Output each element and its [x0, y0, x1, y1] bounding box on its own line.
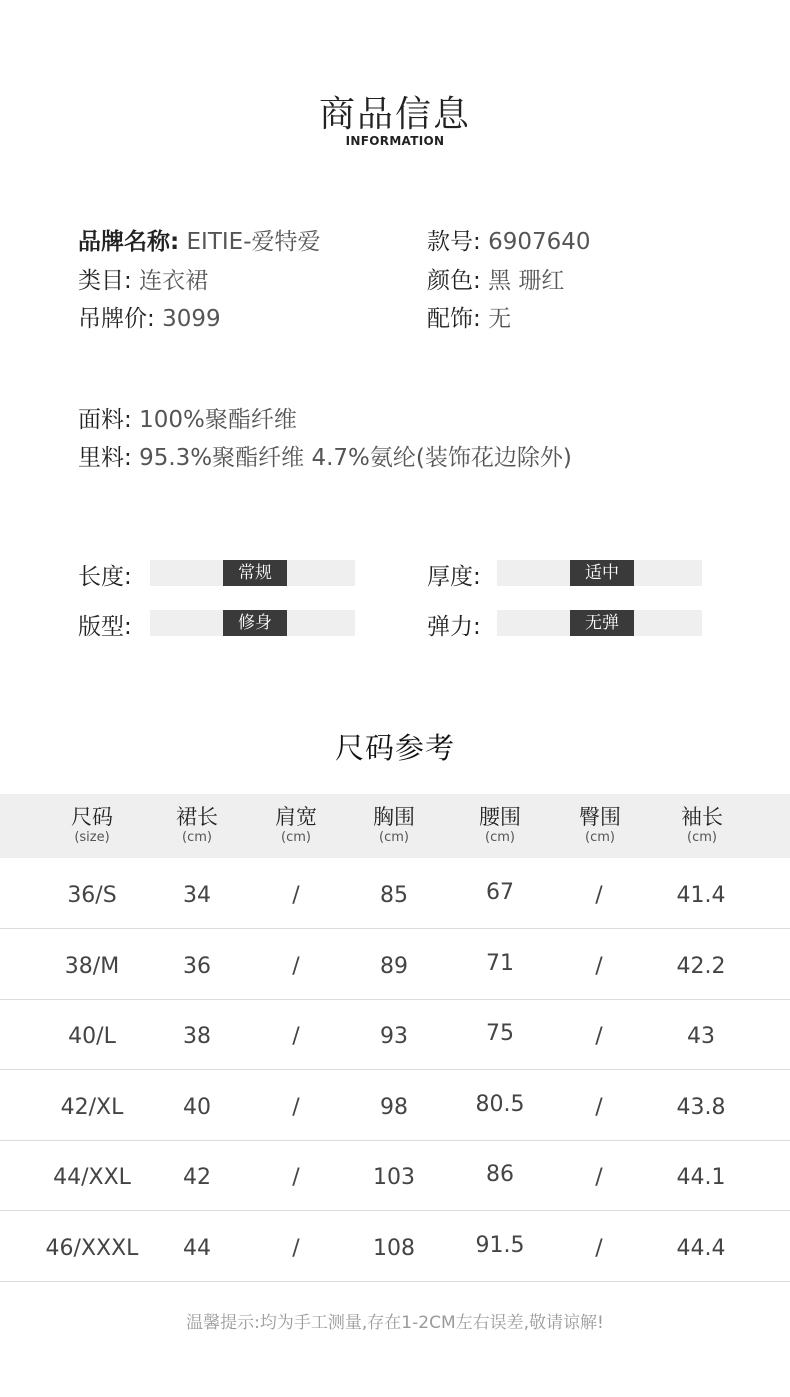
header-waist	[445, 804, 555, 846]
table-row	[0, 858, 790, 929]
thickness-scale	[497, 560, 702, 586]
cell-waist: 80.5	[475, 1091, 525, 1117]
cell-shoulder: /	[292, 1165, 300, 1190]
cell-sleeve: 44.1	[676, 1165, 726, 1190]
elasticity-scale	[497, 610, 702, 636]
length-label: 长度:	[78, 564, 132, 590]
cell-hip: /	[595, 1024, 603, 1049]
cell-size: 44/XXL	[53, 1165, 131, 1190]
fabric-label: 面料:	[78, 407, 132, 433]
measurement-tip: 温馨提示:均为手工测量,存在1-2CM左右误差,敬请谅解!	[186, 1313, 604, 1333]
accessory-value: 无	[488, 306, 512, 332]
lining-row	[78, 439, 572, 472]
header-label: 袖长	[681, 805, 723, 829]
cell-dress-length: 44	[183, 1235, 211, 1261]
header-shoulder	[241, 804, 351, 846]
header-label: 尺码	[71, 805, 113, 829]
header-unit: (size)	[74, 830, 110, 845]
header-unit: (cm)	[281, 830, 311, 845]
fabric-value: 100%聚酯纤维	[139, 407, 297, 433]
table-row	[0, 1140, 790, 1211]
cell-dress-length: 38	[183, 1024, 211, 1049]
header-sleeve	[647, 804, 757, 846]
brand-row	[78, 223, 321, 256]
cell-bust: 85	[380, 883, 408, 908]
fit-label: 版型:	[78, 614, 132, 640]
cell-bust: 89	[380, 953, 408, 979]
cell-dress-length: 42	[183, 1165, 211, 1190]
header-unit: (cm)	[379, 830, 409, 845]
cell-sleeve: 43.8	[676, 1094, 726, 1120]
length-scale	[150, 560, 355, 586]
page-title: 商品信息	[318, 94, 471, 135]
header-unit: (cm)	[182, 830, 212, 845]
cell-size: 40/L	[68, 1024, 116, 1049]
elasticity-marker: 无弹	[570, 610, 634, 636]
table-row	[0, 999, 790, 1070]
header-label: 腰围	[479, 805, 521, 829]
cell-waist: 71	[486, 950, 514, 976]
elasticity-label: 弹力:	[427, 614, 481, 640]
model-label: 款号:	[427, 229, 481, 255]
category-label: 类目:	[78, 268, 132, 294]
cell-shoulder: /	[292, 1024, 300, 1049]
fabric-row	[78, 401, 297, 434]
color-value: 黑 珊红	[488, 268, 565, 294]
header-label: 胸围	[373, 805, 415, 829]
cell-dress-length: 36	[183, 953, 211, 979]
cell-sleeve: 44.4	[676, 1235, 726, 1261]
cell-size: 42/XL	[60, 1094, 124, 1120]
cell-hip: /	[595, 953, 603, 979]
lining-label: 里料:	[78, 445, 132, 471]
cell-shoulder: /	[292, 1235, 300, 1261]
cell-shoulder: /	[292, 953, 300, 979]
cell-hip: /	[595, 1235, 603, 1261]
size-table-header	[0, 794, 790, 858]
header-hip	[545, 804, 655, 846]
cell-waist: 75	[486, 1021, 514, 1046]
cell-size: 46/XXXL	[45, 1235, 139, 1261]
header-size	[37, 804, 147, 846]
category-value: 连衣裙	[139, 268, 209, 294]
header-label: 臀围	[579, 805, 621, 829]
cell-sleeve: 43	[687, 1024, 715, 1049]
length-marker: 常规	[223, 560, 287, 586]
cell-hip: /	[595, 1094, 603, 1120]
cell-waist: 91.5	[475, 1232, 525, 1258]
cell-hip: /	[595, 883, 603, 908]
cell-bust: 93	[380, 1024, 408, 1049]
category-row	[78, 262, 208, 295]
table-row	[0, 1070, 790, 1141]
cell-sleeve: 41.4	[676, 883, 726, 908]
table-row	[0, 929, 790, 1000]
color-row	[427, 262, 564, 295]
model-value: 6907640	[488, 229, 591, 255]
model-row	[427, 223, 591, 256]
cell-waist: 67	[486, 880, 514, 905]
fit-marker: 修身	[223, 610, 287, 636]
cell-dress-length: 34	[183, 883, 211, 908]
header-unit: (cm)	[687, 830, 717, 845]
header-label: 裙长	[176, 805, 218, 829]
brand-label: 品牌名称:	[78, 229, 180, 255]
cell-size: 38/M	[64, 953, 120, 979]
cell-shoulder: /	[292, 883, 300, 908]
header-unit: (cm)	[585, 830, 615, 845]
lining-value: 95.3%聚酯纤维 4.7%氨纶(装饰花边除外)	[139, 445, 572, 471]
price-row	[78, 300, 221, 333]
page-subtitle: INFORMATION	[345, 134, 445, 148]
thickness-label: 厚度:	[427, 564, 481, 590]
fit-scale	[150, 610, 355, 636]
table-row	[0, 1211, 790, 1282]
accessory-row	[427, 300, 511, 333]
price-label: 吊牌价:	[78, 306, 155, 332]
cell-waist: 86	[486, 1162, 514, 1187]
thickness-marker: 适中	[570, 560, 634, 586]
header-dress-length	[142, 804, 252, 846]
cell-bust: 98	[380, 1094, 408, 1120]
cell-size: 36/S	[67, 883, 117, 908]
cell-dress-length: 40	[183, 1094, 211, 1120]
cell-bust: 103	[373, 1165, 415, 1190]
size-section-title: 尺码参考	[334, 731, 455, 765]
accessory-label: 配饰:	[427, 306, 481, 332]
price-value: 3099	[162, 306, 221, 332]
cell-bust: 108	[373, 1235, 415, 1261]
cell-sleeve: 42.2	[676, 953, 726, 979]
color-label: 颜色:	[427, 268, 481, 294]
header-bust	[339, 804, 449, 846]
cell-hip: /	[595, 1165, 603, 1190]
header-unit: (cm)	[485, 830, 515, 845]
brand-value: EITIE-爱特爱	[186, 229, 321, 255]
cell-shoulder: /	[292, 1094, 300, 1120]
header-label: 肩宽	[275, 805, 317, 829]
